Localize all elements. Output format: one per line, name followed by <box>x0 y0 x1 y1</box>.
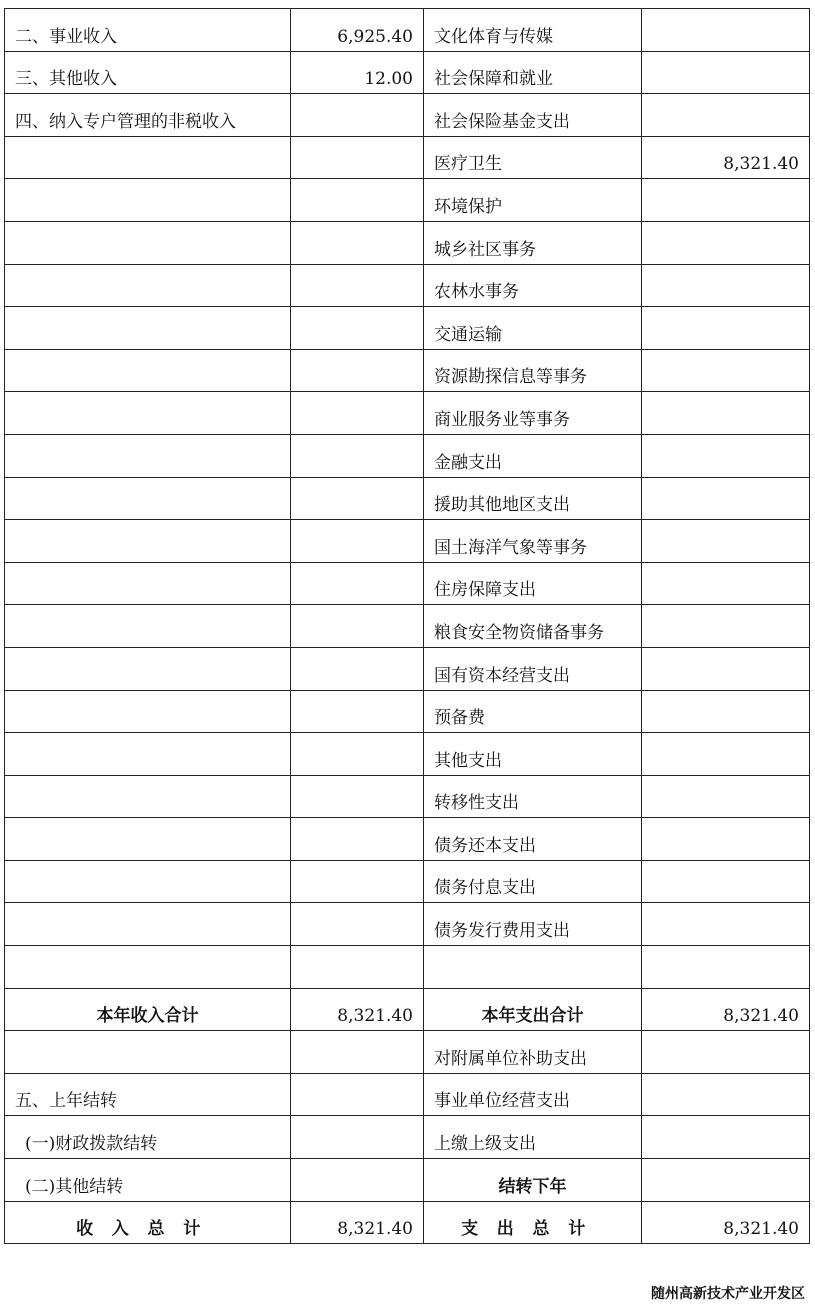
table-row <box>5 349 810 392</box>
expense-label-cell: 城乡社区事务 <box>424 221 642 264</box>
expense-label-cell: 金融支出 <box>424 434 642 477</box>
expense-value-cell <box>642 349 810 392</box>
expense-value-cell <box>642 9 810 52</box>
table-row <box>5 221 810 264</box>
expense-label-cell: 债务还本支出 <box>424 818 642 861</box>
expense-value-cell <box>642 775 810 818</box>
expense-value-cell <box>642 647 810 690</box>
expense-label-cell: 本年支出合计 <box>424 988 642 1031</box>
table-row <box>5 520 810 563</box>
expense-value-cell <box>642 434 810 477</box>
expense-label-cell: 债务发行费用支出 <box>424 903 642 946</box>
income-value-cell <box>291 94 424 137</box>
table-row <box>5 690 810 733</box>
income-label-cell: 四、纳入专户管理的非税收入 <box>5 94 291 137</box>
expense-label-cell: 结转下年 <box>424 1159 642 1202</box>
income-label-cell <box>5 946 291 989</box>
table-row <box>5 647 810 690</box>
table-row <box>5 434 810 477</box>
income-value-cell <box>291 179 424 222</box>
expense-label-cell: 援助其他地区支出 <box>424 477 642 520</box>
income-label-cell <box>5 647 291 690</box>
income-label-cell: 二、事业收入 <box>5 9 291 52</box>
table-row <box>5 1159 810 1202</box>
income-value-cell <box>291 307 424 350</box>
expense-value-cell <box>642 690 810 733</box>
income-label-cell <box>5 818 291 861</box>
expense-label-cell: 债务付息支出 <box>424 860 642 903</box>
expense-label-cell: 其他支出 <box>424 733 642 776</box>
table-row <box>5 903 810 946</box>
expense-label-cell: 文化体育与传媒 <box>424 9 642 52</box>
expense-value-cell <box>642 1159 810 1202</box>
expense-value-cell <box>642 562 810 605</box>
income-value-cell <box>291 562 424 605</box>
table-row <box>5 1116 810 1159</box>
table-row <box>5 562 810 605</box>
income-value-cell <box>291 1031 424 1074</box>
income-label-cell <box>5 349 291 392</box>
income-label-cell <box>5 1031 291 1074</box>
expense-value-cell <box>642 221 810 264</box>
expense-label-cell: 上缴上级支出 <box>424 1116 642 1159</box>
income-label-cell <box>5 520 291 563</box>
expense-label-cell: 环境保护 <box>424 179 642 222</box>
table-row <box>5 733 810 776</box>
table-row <box>5 946 810 989</box>
income-value-cell <box>291 818 424 861</box>
table-row <box>5 988 810 1031</box>
income-label-cell: (二)其他结转 <box>5 1159 291 1202</box>
income-label-cell <box>5 562 291 605</box>
expense-label-cell: 农林水事务 <box>424 264 642 307</box>
table-row <box>5 605 810 648</box>
expense-value-cell <box>642 392 810 435</box>
income-label-cell <box>5 860 291 903</box>
income-value-cell: 8,321.40 <box>291 1201 424 1244</box>
budget-table <box>4 8 810 1244</box>
table-row <box>5 136 810 179</box>
expense-label-cell: 转移性支出 <box>424 775 642 818</box>
table-row <box>5 860 810 903</box>
income-label-cell <box>5 775 291 818</box>
income-value-cell <box>291 605 424 648</box>
expense-value-cell <box>642 94 810 137</box>
expense-label-cell: 社会保险基金支出 <box>424 94 642 137</box>
expense-label-cell <box>424 946 642 989</box>
income-label-cell <box>5 690 291 733</box>
expense-label-cell: 国土海洋气象等事务 <box>424 520 642 563</box>
income-value-cell <box>291 946 424 989</box>
expense-value-cell <box>642 605 810 648</box>
income-value-cell <box>291 136 424 179</box>
footer-org-name: 随州高新技术产业开发区 <box>651 1286 805 1302</box>
income-label-cell <box>5 221 291 264</box>
income-value-cell <box>291 647 424 690</box>
table-row <box>5 179 810 222</box>
expense-label-cell: 商业服务业等事务 <box>424 392 642 435</box>
expense-value-cell <box>642 860 810 903</box>
table-row <box>5 51 810 94</box>
income-value-cell <box>291 434 424 477</box>
income-value-cell <box>291 860 424 903</box>
table-row <box>5 392 810 435</box>
table-row <box>5 775 810 818</box>
table-row <box>5 1201 810 1244</box>
expense-value-cell <box>642 264 810 307</box>
expense-label-cell: 对附属单位补助支出 <box>424 1031 642 1074</box>
expense-label-cell: 预备费 <box>424 690 642 733</box>
income-label-cell <box>5 477 291 520</box>
income-label-cell <box>5 605 291 648</box>
expense-label-cell: 国有资本经营支出 <box>424 647 642 690</box>
expense-value-cell <box>642 1031 810 1074</box>
income-label-cell <box>5 307 291 350</box>
table-row <box>5 1031 810 1074</box>
expense-label-cell: 住房保障支出 <box>424 562 642 605</box>
table-row <box>5 9 810 52</box>
income-value-cell <box>291 221 424 264</box>
expense-label-cell: 事业单位经营支出 <box>424 1073 642 1116</box>
expense-value-cell <box>642 51 810 94</box>
income-value-cell: 8,321.40 <box>291 988 424 1031</box>
income-value-cell <box>291 1116 424 1159</box>
expense-label-cell: 支出总计 <box>424 1201 642 1244</box>
income-label-cell <box>5 733 291 776</box>
income-value-cell: 12.00 <box>291 51 424 94</box>
income-label-cell <box>5 434 291 477</box>
income-label-cell <box>5 179 291 222</box>
income-value-cell <box>291 477 424 520</box>
table-row <box>5 264 810 307</box>
table-row <box>5 818 810 861</box>
income-label-cell: (一)财政拨款结转 <box>5 1116 291 1159</box>
income-value-cell <box>291 264 424 307</box>
income-label-cell <box>5 903 291 946</box>
income-label-cell <box>5 264 291 307</box>
income-value-cell <box>291 733 424 776</box>
budget-table-body <box>5 9 810 1244</box>
expense-value-cell <box>642 477 810 520</box>
expense-value-cell <box>642 1073 810 1116</box>
expense-value-cell <box>642 946 810 989</box>
income-label-cell: 收入总计 <box>5 1201 291 1244</box>
table-row <box>5 1073 810 1116</box>
expense-value-cell: 8,321.40 <box>642 1201 810 1244</box>
expense-label-cell: 资源勘探信息等事务 <box>424 349 642 392</box>
table-row <box>5 477 810 520</box>
income-label-cell <box>5 392 291 435</box>
income-value-cell <box>291 392 424 435</box>
income-label-cell: 五、上年结转 <box>5 1073 291 1116</box>
expense-label-cell: 医疗卫生 <box>424 136 642 179</box>
income-value-cell <box>291 1073 424 1116</box>
income-value-cell <box>291 903 424 946</box>
table-row <box>5 307 810 350</box>
table-row <box>5 94 810 137</box>
expense-value-cell <box>642 733 810 776</box>
income-value-cell <box>291 1159 424 1202</box>
expense-value-cell <box>642 818 810 861</box>
expense-value-cell <box>642 903 810 946</box>
income-label-cell <box>5 136 291 179</box>
expense-label-cell: 粮食安全物资储备事务 <box>424 605 642 648</box>
income-value-cell: 6,925.40 <box>291 9 424 52</box>
expense-label-cell: 交通运输 <box>424 307 642 350</box>
expense-value-cell <box>642 520 810 563</box>
income-value-cell <box>291 349 424 392</box>
expense-value-cell <box>642 307 810 350</box>
income-label-cell: 本年收入合计 <box>5 988 291 1031</box>
expense-value-cell: 8,321.40 <box>642 988 810 1031</box>
expense-value-cell <box>642 179 810 222</box>
income-value-cell <box>291 520 424 563</box>
expense-value-cell <box>642 1116 810 1159</box>
income-value-cell <box>291 690 424 733</box>
income-label-cell: 三、其他收入 <box>5 51 291 94</box>
expense-value-cell: 8,321.40 <box>642 136 810 179</box>
income-value-cell <box>291 775 424 818</box>
expense-label-cell: 社会保障和就业 <box>424 51 642 94</box>
